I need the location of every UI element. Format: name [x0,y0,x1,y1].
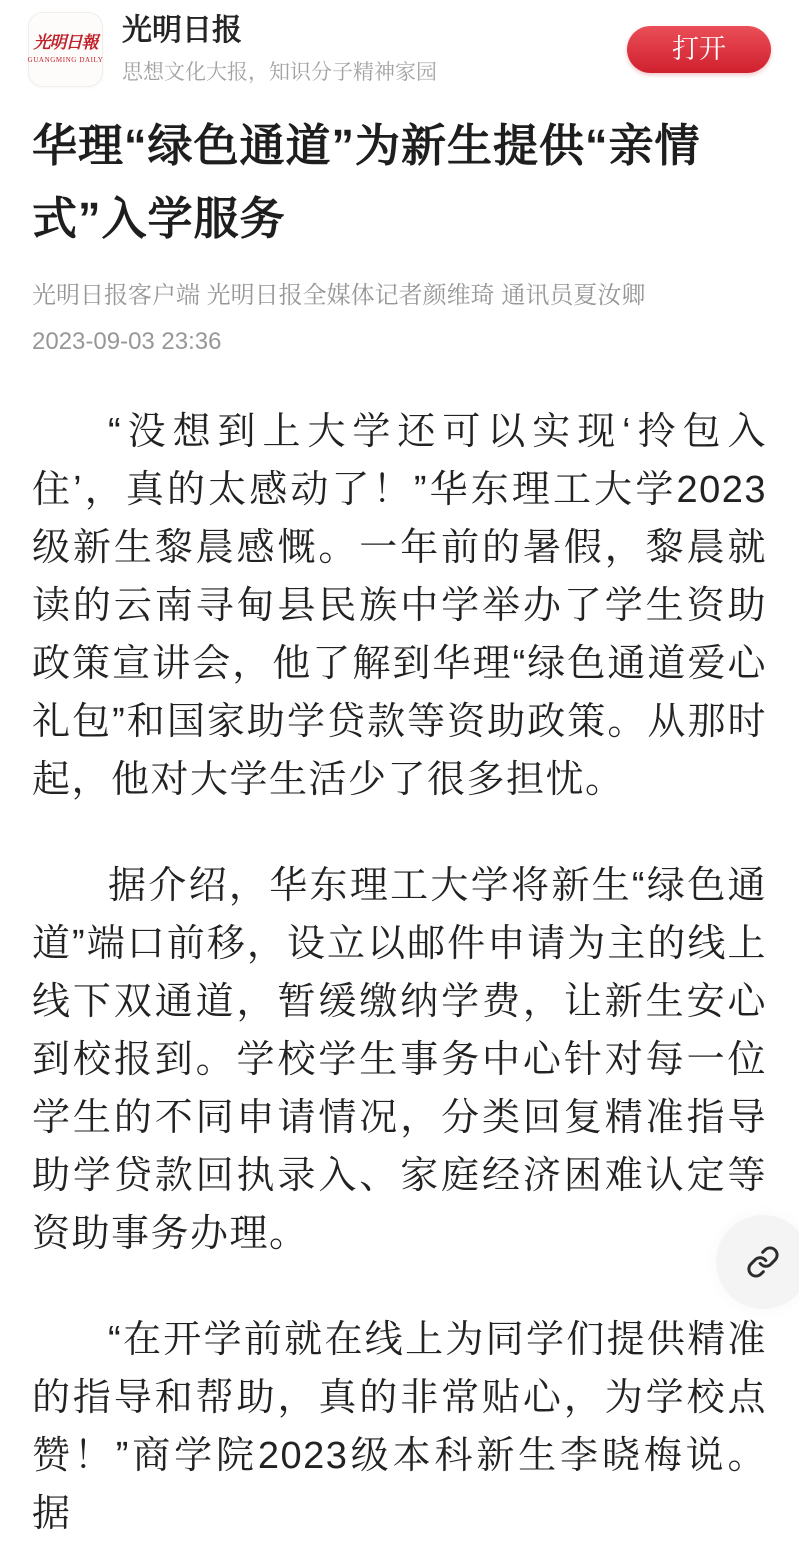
logo-subtext: GUANGMING DAILY [27,56,104,64]
article-date: 2023-09-03 23:36 [32,328,222,355]
app-header-text [122,14,437,86]
article-paragraph-1: “没想到上大学还可以实现‘拎包入住’，真的太感动了！”华东理工大学2023级新生黎晨感慨。一年前的暑假，黎晨就读的云南寻甸县民族中学举办了学生资助政策宣讲会，他了解到华理“绿色通道爱心礼包”和国家助学贷款等资助政策。从那时起，他对大学生活少了很多担忧。 [32,411,767,801]
link-floating-button[interactable] [716,1215,799,1309]
link-icon [746,1245,780,1279]
open-app-button[interactable]: 打开 [627,26,771,73]
article-paragraph-3: “在开学前就在线上为同学们提供精准的指导和帮助，真的非常贴心，为学校点赞！”商学院2023级本科新生李晓梅说。据 [32,1319,767,1535]
app-logo[interactable] [28,12,103,87]
article-content [0,109,799,1543]
article-paragraph-2: 据介绍，华东理工大学将新生“绿色通道”端口前移，设立以邮件申请为主的线上线下双通道，暂缓缴纳学费，让新生安心到校报到。学校学生事务中心针对每一位学生的不同申请情况，分类回复精准指导助学贷款回执录入、家庭经济困难认定等资助事务办理。 [32,865,767,1255]
article-byline: 光明日报客户端 光明日报全媒体记者颜维琦 通讯员夏汝卿 [32,282,646,309]
article-body [32,403,767,1543]
app-subtitle: 思想文化大报，知识分子精神家园 [122,59,437,84]
article-title: 华理“绿色通道”为新生提供“亲情式”入学服务 [32,120,701,244]
logo-calligraphy-text: 光明日報 [33,33,98,53]
app-title: 光明日报 [122,13,242,47]
app-header [0,0,799,87]
